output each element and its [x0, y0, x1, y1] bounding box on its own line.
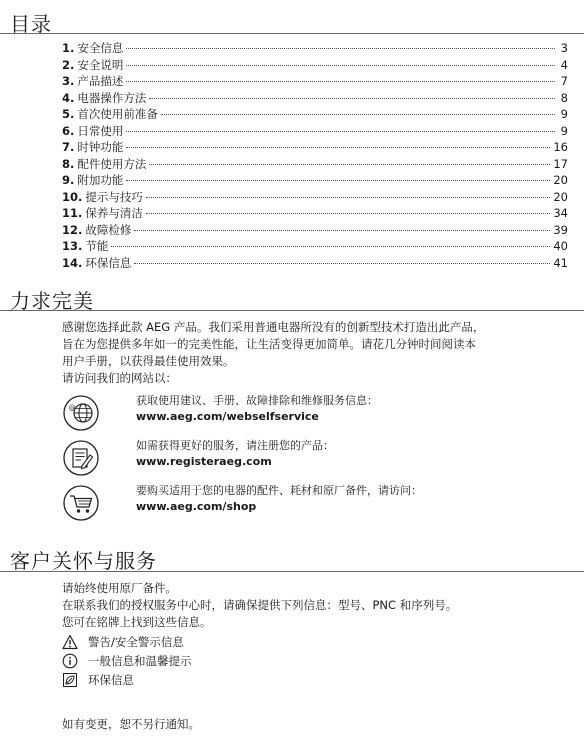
toc-item[interactable]	[62, 139, 568, 156]
toc-item[interactable]	[62, 40, 568, 57]
toc-item-number: 2.	[62, 57, 75, 72]
toc-item-number: 1.	[62, 41, 75, 55]
service-description: 获取使用建议、手册、故障排除和维修服务信息：	[136, 394, 378, 407]
intro-line: 旨在为您提供多年如一的完美性能，让生活变得更加简单。请花几分钟时间阅读本	[62, 337, 476, 351]
toc-leader-dots	[149, 98, 555, 99]
toc-item-page: 7	[560, 74, 568, 88]
toc-item-label: 环保信息	[85, 255, 132, 270]
care-line: 在联系我们的授权服务中心时，请确保提供下列信息：型号、PNC 和序列号。	[62, 598, 458, 612]
toc-item-label: 首次使用前准备	[77, 107, 158, 121]
legend-label: 警告/安全警示信息	[88, 635, 184, 649]
service-link[interactable]: www.aeg.com/webselfservice	[136, 410, 319, 423]
toc-item-number: 5.	[62, 107, 75, 121]
toc-leader-dots	[126, 147, 550, 148]
toc-item-page: 17	[553, 156, 568, 171]
intro-line: 感谢您选择此款 AEG 产品。我们采用普通电器所没有的创新型技术打造出此产品，	[62, 320, 485, 334]
toc-item-page: 4	[560, 57, 568, 72]
toc-title-rule	[0, 33, 584, 34]
care-title: 客户关怀与服务	[10, 549, 157, 573]
warning-icon	[62, 634, 78, 650]
toc-item[interactable]	[62, 156, 568, 173]
toc-item[interactable]	[62, 189, 568, 206]
toc-item-number: 3.	[62, 74, 75, 88]
toc-leader-dots	[126, 180, 550, 181]
service-shop	[62, 484, 570, 524]
toc-item[interactable]	[62, 172, 568, 189]
toc-item[interactable]	[62, 123, 568, 140]
toc-item-number: 10.	[62, 189, 83, 204]
toc-item-number: 12.	[62, 222, 83, 237]
legend-label: 一般信息和温馨提示	[88, 654, 192, 668]
toc-item-label: 时钟功能	[77, 140, 124, 154]
toc-item-number: 14.	[62, 255, 83, 270]
toc-item-label: 安全说明	[77, 57, 124, 72]
toc-item[interactable]	[62, 90, 568, 107]
toc-item-label: 提示与技巧	[85, 189, 143, 204]
register-icon	[62, 439, 100, 477]
toc-item-label: 产品描述	[77, 74, 124, 88]
leaf-icon	[62, 672, 78, 688]
toc-item-page: 41	[553, 255, 568, 270]
toc-item[interactable]	[62, 255, 568, 272]
toc-item-page: 3	[560, 41, 568, 55]
visit-text: 请访问我们的网站以：	[62, 371, 177, 385]
cart-icon	[62, 484, 100, 522]
svg-text:@: @	[68, 404, 76, 412]
legend-warning	[62, 633, 184, 651]
toc-item-label: 保养与清洁	[85, 206, 143, 220]
toc-title: 目录	[10, 12, 52, 36]
toc-item[interactable]	[62, 238, 568, 255]
toc-item-label: 节能	[85, 239, 109, 253]
service-description: 如需获得更好的服务，请注册您的产品：	[136, 439, 334, 452]
toc-item-number: 11.	[62, 206, 83, 220]
toc-leader-dots	[134, 263, 550, 264]
toc-item-label: 故障检修	[85, 222, 132, 237]
toc-leader-dots	[111, 246, 550, 247]
globe-icon	[62, 394, 100, 432]
toc-item-label: 安全信息	[77, 41, 124, 55]
toc-leader-dots	[126, 131, 555, 132]
care-line: 您可在铭牌上找到这些信息。	[62, 615, 212, 629]
toc-item-number: 6.	[62, 123, 75, 138]
toc-item-number: 4.	[62, 90, 75, 105]
toc-item-page: 9	[560, 123, 568, 138]
toc-leader-dots	[146, 197, 550, 198]
intro-paragraph	[62, 319, 570, 387]
toc-leader-dots	[126, 65, 555, 66]
toc-item-label: 日常使用	[77, 123, 124, 138]
perfect-title: 力求完美	[10, 289, 94, 313]
toc-leader-dots	[134, 230, 550, 231]
toc-item[interactable]	[62, 205, 568, 222]
toc-item[interactable]	[62, 106, 568, 123]
toc-item-label: 配件使用方法	[77, 156, 147, 171]
toc-item[interactable]	[62, 222, 568, 239]
toc-leader-dots	[149, 164, 550, 165]
service-link[interactable]: www.aeg.com/shop	[136, 500, 257, 513]
toc-leader-dots	[146, 213, 550, 214]
info-icon	[62, 653, 78, 669]
toc-item-number: 8.	[62, 156, 75, 171]
toc-item-page: 20	[553, 189, 568, 204]
service-register	[62, 439, 570, 479]
toc-item-page: 39	[553, 222, 568, 237]
service-webselfservice	[62, 394, 570, 434]
service-description: 要购买适用于您的电器的配件、耗材和原厂备件，请访问：	[136, 484, 422, 497]
change-note: 如有变更，恕不另行通知。	[62, 717, 200, 731]
toc-item-number: 13.	[62, 239, 83, 253]
toc-item-page: 40	[553, 239, 568, 253]
table-of-contents	[62, 40, 568, 271]
toc-leader-dots	[126, 48, 555, 49]
care-line: 请始终使用原厂备件。	[62, 581, 177, 595]
toc-item-page: 34	[553, 206, 568, 220]
toc-item-number: 7.	[62, 140, 75, 154]
perfect-title-rule	[0, 310, 584, 311]
toc-item-page: 20	[553, 173, 568, 187]
care-title-rule	[0, 571, 584, 572]
toc-item-label: 附加功能	[77, 173, 124, 187]
legend-label: 环保信息	[88, 673, 134, 687]
service-link[interactable]: www.registeraeg.com	[136, 455, 272, 468]
intro-line: 用户手册，以获得最佳使用效果。	[62, 354, 235, 368]
toc-item-page: 16	[553, 140, 568, 154]
legend-environment	[62, 671, 134, 689]
toc-item-page: 9	[560, 107, 568, 121]
toc-item-number: 9.	[62, 173, 75, 187]
care-paragraph	[62, 580, 570, 631]
toc-leader-dots	[126, 81, 555, 82]
legend-info	[62, 652, 192, 670]
toc-item[interactable]	[62, 57, 568, 74]
toc-item-page: 8	[560, 90, 568, 105]
toc-item-label: 电器操作方法	[77, 90, 147, 105]
toc-leader-dots	[161, 114, 555, 115]
toc-item[interactable]	[62, 73, 568, 90]
